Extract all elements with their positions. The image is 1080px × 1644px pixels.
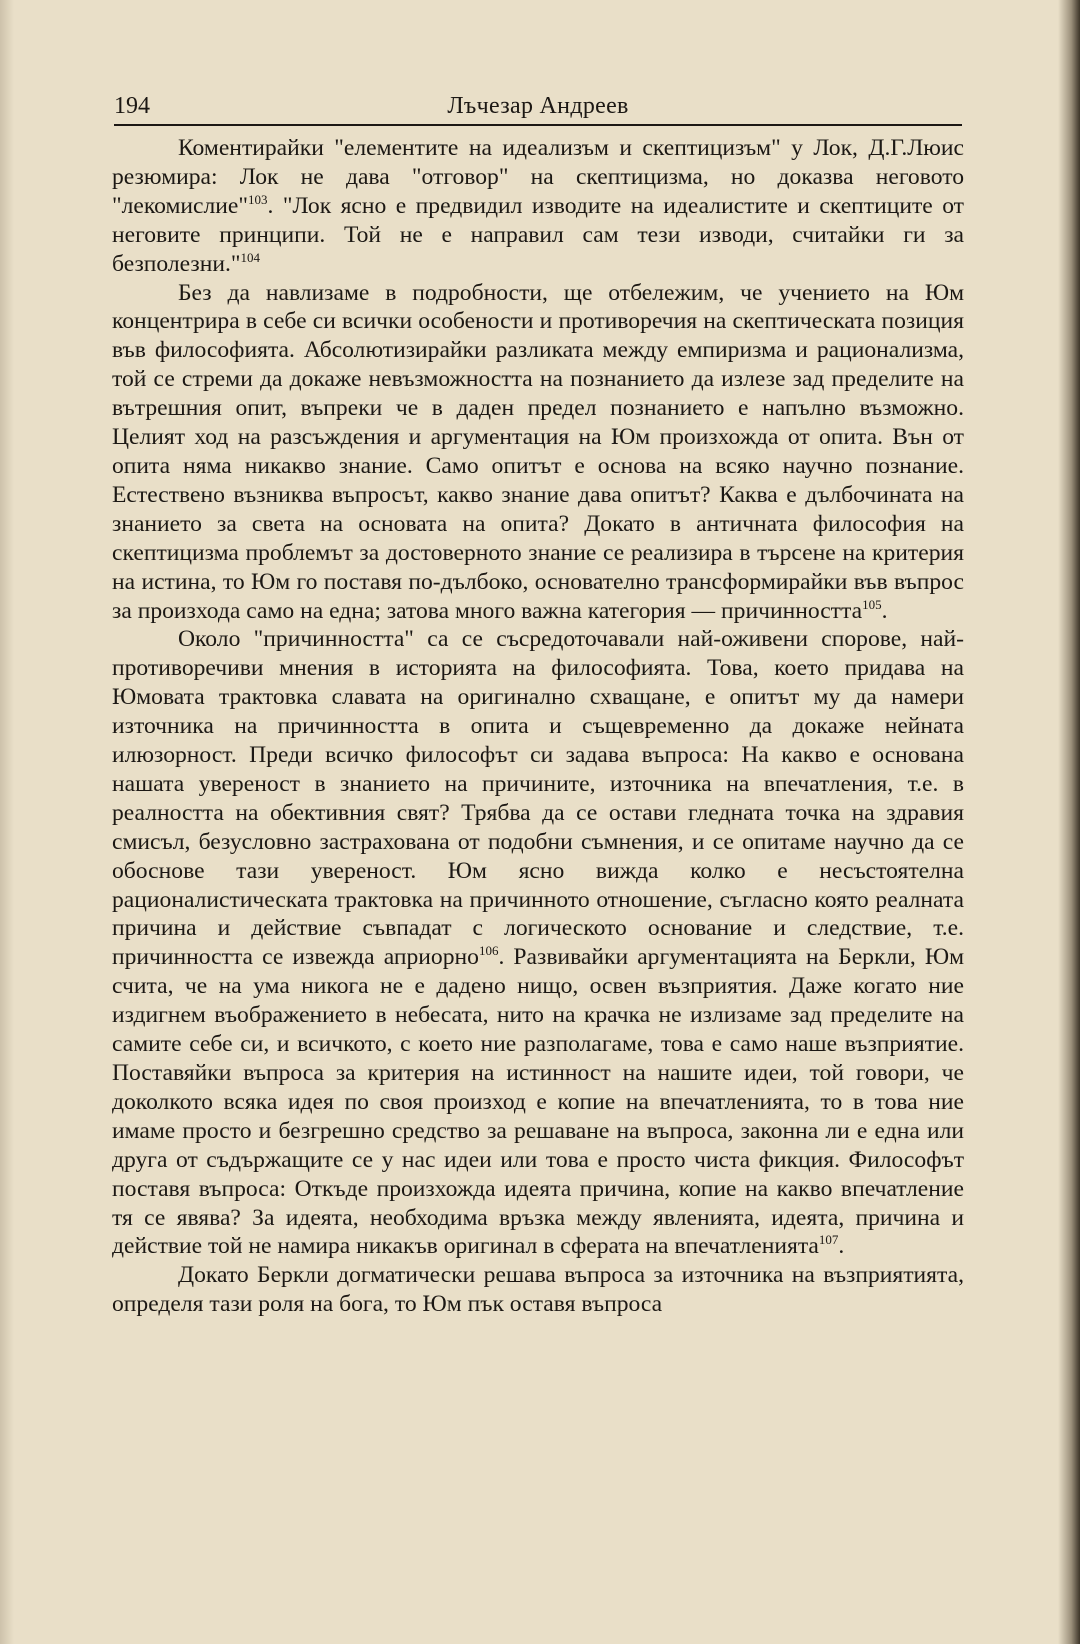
page-edge-shadow-left [0, 0, 14, 1644]
paragraph-3 [112, 625, 964, 1261]
text-segment: Около "причинността" са се съсредоточавали най-оживени спорове, най-противоречиви мнения в историята на философията. Това, което придава на Юмовата трактовка славата на оригинално схващане, е опитът му да намери източника на причинността в опита и същевременно да докаже нейната илюзорност. Преди всичко философът си задава въпроса: На какво е основана нашата увереност в знанието на причините, източника на впечатления, т.е. в реалността на обективния свят? Трябва да се остави гледната точка на здравия смисъл, безусловно застрахована от подобни съмнения, и се опитаме научно да се обоснове тази увереност. Юм ясно вижда колко е несъстоятелна рационалистическата трактовка на причинното отношение, съгласно която реалната причина и действие съвпадат с логическото основание и следствие, т.е. причинността се извежда априорно [112, 626, 964, 971]
footnote-ref-106: 106 [478, 943, 499, 959]
paragraph-2 [112, 279, 964, 626]
text-segment: . [881, 597, 888, 624]
footnote-ref-107: 107 [818, 1232, 839, 1248]
paragraph-1 [112, 134, 964, 279]
page-edge-shadow-right [1058, 0, 1080, 1644]
footnote-ref-104: 104 [240, 249, 261, 265]
text-segment: . Развивайки аргументацията на Беркли, Юм счита, че на ума никога не е дадено нищо, освен възприятия. Даже когато ние издигнем въображението в небесата, нито на крачка не излизаме зад пределите на самите себе си, и всичкото, с което ние разполагаме, това е само наше възприятие. Поставяйки въпроса за критерия на истинност на нашите идеи, той говори, че доколкото всяка идея по своя произход е копие на впечатленията, то в това ние имаме просто и безгрешно средство за решаване на въпроса, законна ли е една или друга от съдържащите се у нас идеи или това е просто чиста фикция. Философът поставя въпроса: Откъде произхожда идеята причина, копие на какво впечатление тя се явява? За идеята, необходима връзка между явленията, идеята, причина и действие той не намира никакъв оригинал в сферата на впечатленията [112, 944, 964, 1260]
footnote-ref-103: 103 [248, 191, 268, 207]
footnote-ref-105: 105 [862, 596, 882, 612]
text-segment: . "Лок ясно е предвидил изводите на идеалистите и скептиците от неговите принципи. Той не е направил сам тези изводи, считайки ги за безполезни." [112, 192, 964, 277]
body-text [112, 134, 964, 1319]
page-number: 194 [114, 93, 150, 119]
paragraph-4 [112, 1261, 964, 1319]
text-segment: Коментирайки "елементите на идеализъм и скептицизъм" у Лок, Д.Г.Люис резюмира: Лок не дава "отговор" на скептицизма, но доказва неговото "лекомислие" [112, 135, 964, 219]
text-segment: . [838, 1233, 845, 1260]
text-segment: Без да навлизаме в подробности, ще отбележим, че учението на Юм концентрира в себе си всички особености и противоречия на скептическата позиция във философията. Абсолютизирайки разликата между емпиризма и рационализма, той се стреми да докаже невъзможността на познанието да излезе зад пределите на вътрешния опит, въпреки че в даден предел познанието е напълно възможно. Целият ход на разсъждения и аргументация на Юм произхожда от опита. Вън от опита няма никакво знание. Само опитът е основа на всяко научно познание. Естествено възниква въпросът, какво знание дава опитът? Каква е дълбочината на знанието за света на основата на опита? Докато в античната философия на скептицизма проблемът за достоверното знание се реализира в търсене на критерия на истина, то Юм го поставя по-дълбоко, основателно трансформирайки във въпрос за произхода само на една; затова много важна категория — причинността [112, 279, 964, 624]
running-head-author: Лъчезар Андреев [447, 93, 629, 119]
text-segment: Докато Беркли догматически решава въпроса за източника на възприятията, определя тази роля на бога, то Юм пък оставя въпроса [112, 1262, 964, 1318]
page-header [114, 88, 962, 126]
